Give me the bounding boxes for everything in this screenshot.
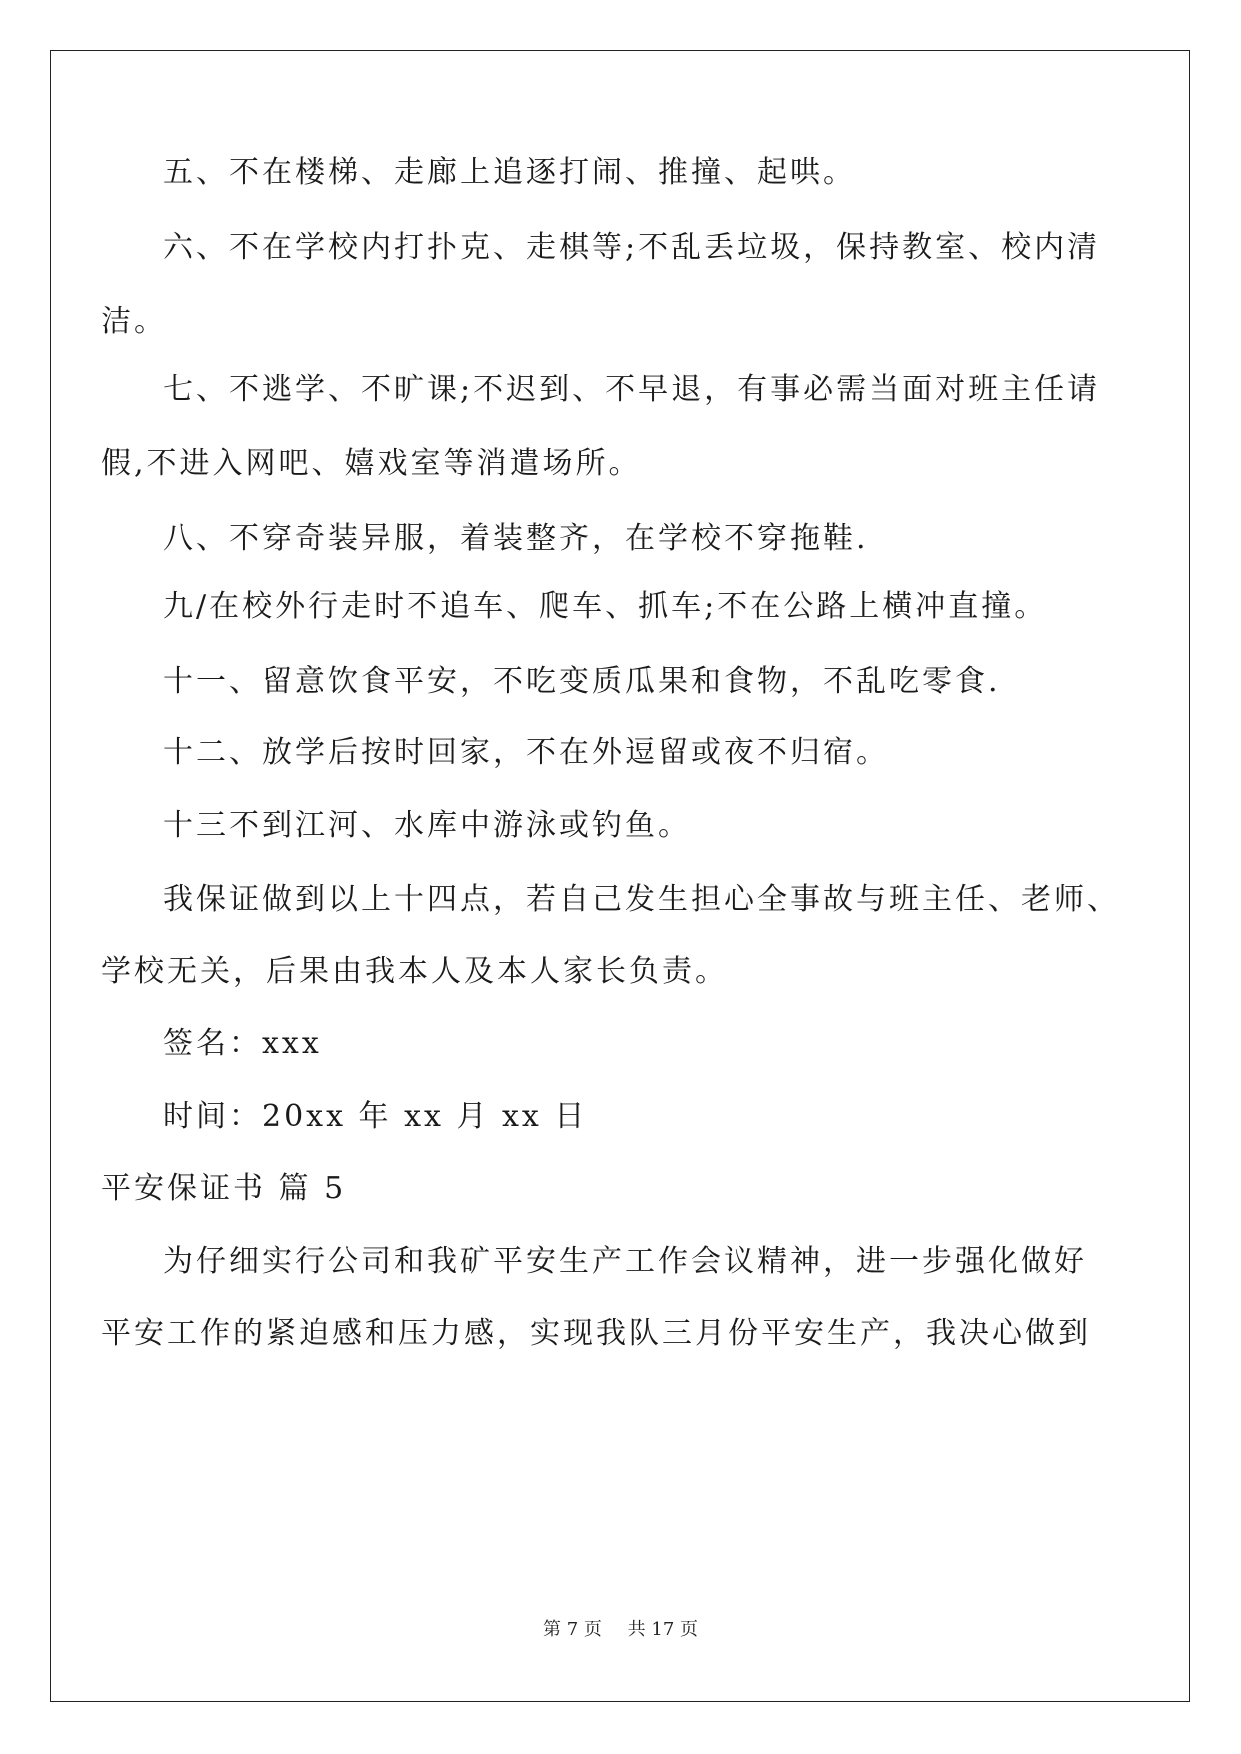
date-line: 时间：20xx 年 xx 月 xx 日 [163,1099,588,1134]
page-number-total: 共 17 页 [627,1619,698,1640]
page-number-current: 第 7 页 [543,1619,602,1640]
text-line-pledge: 我保证做到以上十四点，若自己发生担心全事故与班主任、老师、 [163,882,1120,917]
text-line-rule-7: 七、不逃学、不旷课;不迟到、不早退，有事必需当面对班主任请 [163,372,1101,407]
signature-line: 签名：xxx [163,1026,322,1061]
text-line-rule-13: 十三不到江河、水库中游泳或钓鱼。 [163,808,691,843]
section-heading: 平安保证书 篇 5 [101,1171,347,1206]
text-line-rule-6: 六、不在学校内打扑克、走棋等;不乱丢垃圾，保持教室、校内清 [163,230,1101,265]
text-line-rule-5: 五、不在楼梯、走廊上追逐打闹、推撞、起哄。 [163,155,856,190]
text-line-rule-9: 九/在校外行走时不追车、爬车、抓车;不在公路上横冲直撞。 [163,589,1048,624]
text-line-section5-2: 平安工作的紧迫感和压力感，实现我队三月份平安生产，我决心做到 [101,1316,1091,1351]
text-line-rule-6-cont: 洁。 [101,304,167,339]
page-border [50,50,1190,1702]
text-line-pledge-cont: 学校无关，后果由我本人及本人家长负责。 [101,954,728,989]
page-footer [0,1618,1241,1642]
text-line-section5-1: 为仔细实行公司和我矿平安生产工作会议精神，进一步强化做好 [163,1244,1087,1279]
text-line-rule-12: 十二、放学后按时回家，不在外逗留或夜不归宿。 [163,735,889,770]
text-line-rule-8: 八、不穿奇装异服，着装整齐，在学校不穿拖鞋. [163,521,869,556]
text-line-rule-11: 十一、留意饮食平安，不吃变质瓜果和食物，不乱吃零食. [163,664,1001,699]
text-line-rule-7-cont: 假,不进入网吧、嬉戏室等消遣场所。 [101,446,642,481]
